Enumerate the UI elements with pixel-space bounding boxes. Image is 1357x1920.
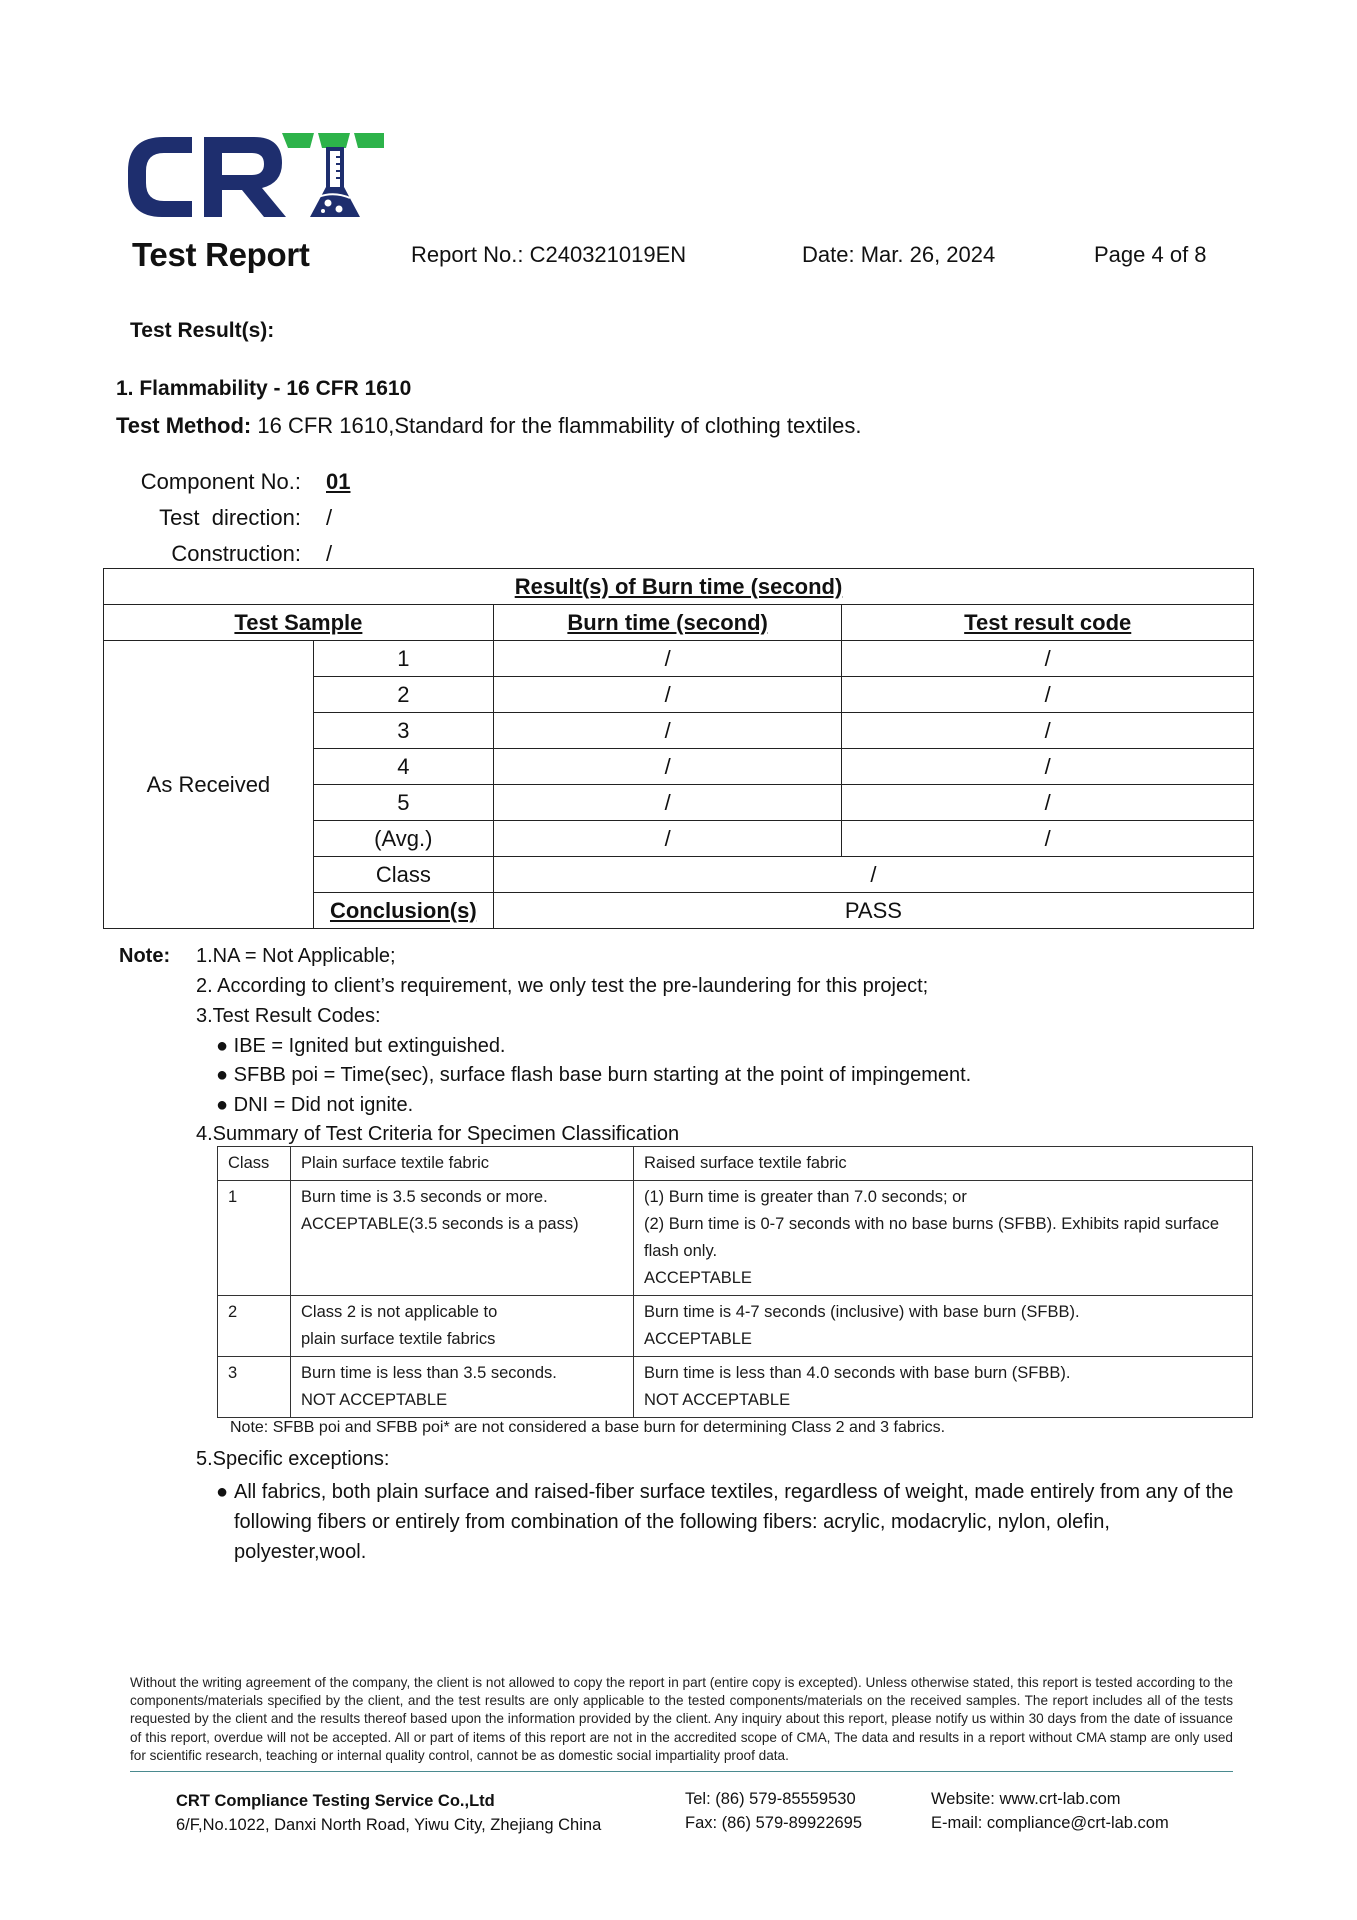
test-direction-row [0, 505, 600, 535]
result-code-value: / [842, 713, 1254, 749]
criteria-raised-line: (2) Burn time is 0-7 seconds with no base burns (SFBB). Exhibits rapid surface flash only. [644, 1215, 1219, 1260]
criteria-plain-line: ACCEPTABLE(3.5 seconds is a pass) [301, 1215, 579, 1233]
construction-row [0, 541, 600, 571]
conclusion-label: Conclusion(s) [313, 893, 493, 929]
logo-accent-bar-1 [282, 133, 314, 148]
note-item-1: 1.NA = Not Applicable; [196, 945, 396, 967]
criteria-note: Note: SFBB poi and SFBB poi* are not considered a base burn for determining Class 2 and 3 fabrics. [230, 1419, 946, 1436]
criteria-class: 1 [218, 1181, 291, 1296]
table-caption-row [104, 569, 1254, 605]
component-no-label: Component No.: [140, 469, 301, 494]
burn-time-value: / [493, 677, 842, 713]
test-direction-value: / [326, 505, 333, 530]
note-item-3: 3.Test Result Codes: [196, 1005, 381, 1027]
criteria-class: 3 [218, 1357, 291, 1418]
logo-letter-r [204, 137, 286, 217]
sample-average: (Avg.) [313, 821, 493, 857]
table-row [104, 641, 1254, 677]
criteria-row [218, 1181, 1253, 1296]
sample-number: 5 [313, 785, 493, 821]
test-method-label: Test Method: [116, 413, 252, 438]
burn-time-value: / [493, 785, 842, 821]
criteria-raised-line: NOT ACCEPTABLE [644, 1391, 791, 1409]
exceptions-text: All fabrics, both plain surface and raised-fiber surface textiles, regardless of weight, made entirely from any of the following fibers or entirely from combination of the following fibers: acrylic, modacrylic, nylon, olefin, polyester,wool. [234, 1481, 1234, 1563]
criteria-row [218, 1296, 1253, 1357]
logo-letter-c [128, 137, 192, 217]
criteria-plain-line: Burn time is less than 3.5 seconds. [301, 1364, 557, 1382]
criteria-plain-line: Burn time is 3.5 seconds or more. [301, 1188, 548, 1206]
bullet-icon: ● [216, 1481, 229, 1503]
footer-email[interactable]: E-mail: compliance@crt-lab.com [931, 1814, 1169, 1832]
criteria-header-class: Class [218, 1147, 291, 1181]
burn-time-results-table [103, 568, 1254, 929]
footer-company-name: CRT Compliance Testing Service Co.,Ltd [176, 1792, 495, 1810]
section-title: 1. Flammability - 16 CFR 1610 [116, 377, 412, 400]
component-no-value: 01 [326, 469, 351, 494]
test-method-text: 16 CFR 1610,Standard for the flammability of clothing textiles. [251, 413, 862, 438]
criteria-raised-line: ACCEPTABLE [644, 1269, 752, 1287]
test-direction-label: Test direction: [159, 505, 301, 530]
header-test-sample: Test Sample [104, 605, 494, 641]
criteria-plain [291, 1296, 634, 1357]
note-item-2: 2. According to client’s requirement, we only test the pre-laundering for this project; [196, 975, 929, 997]
code-dni: ● DNI = Did not ignite. [216, 1094, 414, 1116]
construction-label: Construction: [171, 541, 301, 566]
table-header-row [104, 605, 1254, 641]
criteria-row [218, 1357, 1253, 1418]
sample-number: 3 [313, 713, 493, 749]
burn-time-value: / [493, 749, 842, 785]
criteria-raised-line: Burn time is less than 4.0 seconds with base burn (SFBB). [644, 1364, 1071, 1382]
component-no-row [0, 469, 600, 499]
footer-website[interactable]: Website: www.crt-lab.com [931, 1790, 1121, 1808]
code-sfbb-poi: ● SFBB poi = Time(sec), surface flash base burn starting at the point of impingement. [216, 1064, 972, 1086]
crt-logo [122, 133, 384, 221]
footer-disclaimer: Without the writing agreement of the company, the client is not allowed to copy the report in part (entire copy is excepted). Unless otherwise stated, this report is tested according to the components/materials specified by the client, and the test results are only applicable to the tested components/materials on the received samples. The report includes all of the tests requested by the client and the results thereof based upon the information provided by the client. Any inquiry about this report, please notify us within 30 days from the date of issuance of this report, overdue will not be accepted. All or part of items of this report are not in the accredited scope of CMA, The data and results in a report without CMA stamp are only used for scientific research, teaching or internal quality control, cannot be as domestic social impartiality proof data. [130, 1675, 1233, 1763]
report-title: Test Report [132, 236, 310, 273]
criteria-class: 2 [218, 1296, 291, 1357]
class-value: / [493, 857, 1253, 893]
logo-accent-bar-2 [318, 133, 350, 148]
criteria-header-raised: Raised surface textile fabric [634, 1147, 1253, 1181]
exceptions-title: 5.Specific exceptions: [196, 1448, 390, 1470]
report-date: Date: Mar. 26, 2024 [802, 242, 996, 267]
footer-telephone: Tel: (86) 579-85559530 [685, 1790, 856, 1808]
criteria-plain [291, 1181, 634, 1296]
construction-value: / [326, 541, 333, 566]
report-number: Report No.: C240321019EN [411, 242, 687, 267]
criteria-header-plain: Plain surface textile fabric [291, 1147, 634, 1181]
test-method [116, 413, 861, 439]
criteria-plain-line: NOT ACCEPTABLE [301, 1391, 448, 1409]
criteria-plain [291, 1357, 634, 1418]
criteria-raised [634, 1296, 1253, 1357]
test-results-label: Test Result(s): [130, 319, 275, 342]
sample-number: 1 [313, 641, 493, 677]
criteria-raised [634, 1357, 1253, 1418]
burn-time-average: / [493, 821, 842, 857]
conclusion-value: PASS [493, 893, 1253, 929]
class-label: Class [313, 857, 493, 893]
result-code-value: / [842, 749, 1254, 785]
page-indicator: Page 4 of 8 [1094, 242, 1207, 267]
footer-address: 6/F,No.1022, Danxi North Road, Yiwu City, Zhejiang China [176, 1816, 602, 1834]
footer-divider [130, 1771, 1233, 1772]
note-label: Note: [119, 945, 171, 967]
classification-criteria-table [217, 1146, 1253, 1418]
group-label-as-received: As Received [104, 641, 314, 929]
code-ibe: ● IBE = Ignited but extinguished. [216, 1035, 506, 1057]
burn-time-value: / [493, 713, 842, 749]
header-result-code: Test result code [842, 605, 1254, 641]
logo-accent-bar-3 [354, 133, 384, 148]
footer-fax: Fax: (86) 579-89922695 [685, 1814, 863, 1832]
table-caption: Result(s) of Burn time (second) [104, 569, 1254, 605]
exceptions-item [216, 1477, 1236, 1567]
header-burn-time: Burn time (second) [493, 605, 842, 641]
criteria-plain-line: Class 2 is not applicable to [301, 1303, 498, 1321]
sample-number: 2 [313, 677, 493, 713]
sample-number: 4 [313, 749, 493, 785]
criteria-raised-line: ACCEPTABLE [644, 1330, 752, 1348]
criteria-header-row [218, 1147, 1253, 1181]
flask-icon [310, 149, 360, 217]
result-code-value: / [842, 785, 1254, 821]
result-code-value: / [842, 641, 1254, 677]
criteria-summary-title: 4.Summary of Test Criteria for Specimen Classification [196, 1123, 680, 1145]
criteria-raised [634, 1181, 1253, 1296]
burn-time-value: / [493, 641, 842, 677]
result-code-value: / [842, 677, 1254, 713]
criteria-plain-line: plain surface textile fabrics [301, 1330, 496, 1348]
result-code-average: / [842, 821, 1254, 857]
criteria-raised-line: (1) Burn time is greater than 7.0 seconds; or [644, 1188, 967, 1206]
criteria-raised-line: Burn time is 4-7 seconds (inclusive) with base burn (SFBB). [644, 1303, 1080, 1321]
